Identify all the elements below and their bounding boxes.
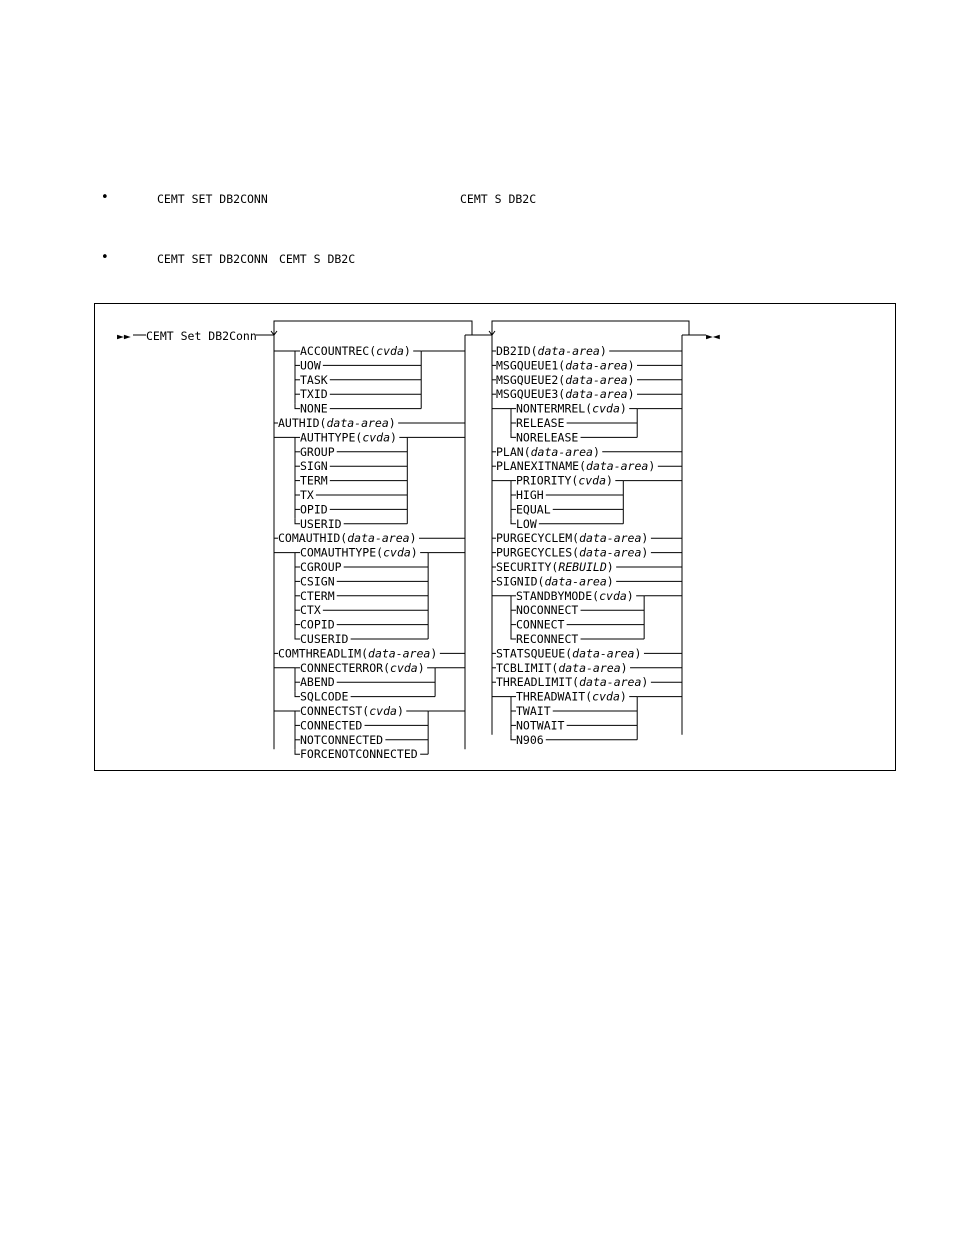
repeat-loop: [274, 321, 472, 335]
right_column-option: [496, 344, 607, 358]
left_column-option: [300, 718, 362, 732]
right_column-option: [516, 704, 551, 718]
parameter: REBUILD: [558, 560, 607, 574]
parameter: data-area: [347, 531, 410, 546]
keyword: OPID: [300, 502, 328, 517]
right_column-option: [496, 675, 648, 689]
keyword: AUTHID(: [278, 416, 327, 430]
keyword: CONNECTST(: [300, 704, 370, 718]
keyword: MSGQUEUE1(: [496, 358, 566, 373]
rail-corner: [274, 706, 295, 711]
keyword: THREADLIMIT(: [496, 675, 580, 690]
keyword: CSIGN: [300, 574, 335, 589]
right_column-option: [496, 445, 600, 459]
left_column-option: [278, 531, 417, 545]
keyword: NONE: [300, 401, 328, 416]
diagram-labels: [278, 344, 655, 761]
bullet-2-abbrev: CEMT S DB2C: [279, 252, 356, 266]
parameter: cvda: [362, 430, 391, 445]
left_column-option: [278, 646, 437, 660]
left_column-option: [300, 358, 321, 372]
bullet-1-abbrev: CEMT S DB2C: [460, 192, 537, 206]
command-keyword: CEMT Set DB2Conn: [146, 329, 257, 343]
right_column-option: [516, 502, 551, 516]
close-paren: ): [592, 444, 600, 459]
keyword: NOTWAIT: [516, 718, 565, 733]
close-paren: ): [620, 660, 628, 675]
right_column-option: [516, 517, 537, 531]
close-paren: ): [390, 430, 397, 445]
left_column-option: [300, 632, 349, 646]
rail-corner: [492, 692, 511, 697]
parameter: data-area: [586, 459, 649, 474]
parameter: data-area: [579, 545, 642, 560]
right_column-option: [516, 618, 565, 632]
close-paren: ): [409, 531, 417, 546]
close-paren: ): [619, 689, 627, 704]
close-paren: ): [396, 704, 404, 718]
right_column-option: [496, 574, 614, 588]
keyword: HIGH: [516, 488, 544, 502]
keyword: NONTERMREL(: [516, 401, 593, 416]
left_column-option: [300, 546, 418, 560]
keyword: PLANEXITNAME(: [496, 459, 587, 474]
left_column-option: [300, 618, 335, 632]
right_column-option: [516, 603, 578, 617]
close-paren: ): [641, 531, 649, 546]
start-marker: ►►: [117, 329, 131, 343]
left_column-option: [300, 517, 342, 531]
keyword: STATSQUEUE(: [496, 646, 573, 661]
keyword: TX: [300, 488, 314, 502]
keyword: COMAUTHID(: [278, 531, 348, 546]
keyword: TWAIT: [516, 704, 551, 718]
parameter: data-area: [579, 531, 642, 546]
keyword: RELEASE: [516, 416, 565, 430]
right_column-option: [516, 488, 544, 502]
keyword: TXID: [300, 387, 328, 402]
end-marker: ►◄: [706, 329, 720, 343]
keyword: MSGQUEUE3(: [496, 387, 566, 402]
keyword: MSGQUEUE2(: [496, 372, 566, 387]
keyword: LOW: [516, 516, 537, 531]
left_column-option: [300, 445, 335, 459]
close-paren: ): [648, 459, 656, 474]
keyword: SQLCODE: [300, 689, 349, 704]
left_column-option: [300, 747, 418, 761]
keyword: TCBLIMIT(: [496, 660, 559, 675]
syntax-diagram: [95, 304, 895, 770]
keyword: SECURITY(: [496, 560, 559, 574]
left_column-option: [300, 488, 314, 502]
keyword: RECONNECT: [516, 632, 579, 646]
parameter: data-area: [579, 675, 642, 690]
parameter: data-area: [530, 444, 593, 459]
keyword: NOCONNECT: [516, 603, 579, 618]
keyword: CTERM: [300, 588, 335, 603]
close-paren: ): [606, 560, 614, 574]
parameter: cvda: [592, 401, 620, 416]
keyword: CTX: [300, 603, 321, 618]
close-paren: ): [606, 473, 613, 488]
left_column-option: [300, 690, 349, 704]
keyword: CUSERID: [300, 632, 349, 646]
close-paren: ): [410, 545, 418, 560]
bullet-1-command: CEMT SET DB2CONN: [157, 192, 268, 206]
keyword: PURGECYCLES(: [496, 545, 580, 560]
parameter: data-area: [558, 660, 621, 675]
left_column-option: [300, 704, 404, 718]
parameter: data-area: [565, 372, 628, 387]
left_column-option: [300, 574, 335, 588]
close-paren: ): [627, 358, 635, 373]
right_column-option: [496, 546, 648, 560]
keyword: CONNECTED: [300, 718, 363, 733]
close-paren: ): [403, 344, 411, 358]
close-paren: ): [627, 387, 635, 402]
bullet-2-symbol: •: [101, 250, 109, 265]
right_column-option: [496, 387, 635, 401]
right_column-option: [516, 718, 565, 732]
right_column-option: [516, 632, 578, 646]
left_column-option: [300, 560, 342, 574]
close-paren: ): [606, 574, 614, 589]
keyword: NORELEASE: [516, 430, 579, 445]
left_column-option: [300, 459, 328, 473]
keyword: CGROUP: [300, 560, 342, 574]
left_column-option: [300, 603, 321, 617]
keyword: COPID: [300, 617, 335, 632]
close-paren: ): [634, 646, 642, 661]
close-paren: ): [626, 588, 634, 603]
right_column-option: [496, 560, 614, 574]
left_column-option: [300, 430, 397, 444]
right_column-option: [496, 459, 655, 473]
left_column-option: [300, 675, 335, 689]
left_column-option: [300, 502, 328, 516]
right_column-option: [496, 358, 635, 372]
parameter: cvda: [578, 473, 607, 488]
right_column-option: [496, 646, 641, 660]
parameter: cvda: [369, 704, 397, 718]
keyword: CONNECT: [516, 617, 565, 632]
keyword: COMTHREADLIM(: [278, 646, 369, 661]
keyword: DB2ID(: [496, 344, 538, 358]
syntax-diagram-frame: [94, 303, 896, 771]
keyword: COMAUTHTYPE(: [300, 545, 384, 560]
keyword: SIGNID(: [496, 574, 545, 589]
bullet-1-symbol: •: [101, 190, 109, 205]
left_column-option: [300, 733, 383, 747]
right_column-option: [516, 733, 544, 747]
right_column-option: [516, 589, 634, 603]
parameter: cvda: [599, 588, 627, 603]
parameter: data-area: [565, 358, 628, 373]
right_column-option: [516, 430, 578, 444]
left_column-option: [300, 474, 328, 488]
left_column-option: [300, 344, 411, 358]
left_column-option: [300, 387, 328, 401]
left_column-option: [278, 416, 396, 430]
keyword: CONNECTERROR(: [300, 660, 391, 675]
parameter: cvda: [390, 660, 418, 675]
bullet-2-command: CEMT SET DB2CONN: [157, 252, 268, 266]
right_column-option: [516, 690, 627, 704]
keyword: PURGECYCLEM(: [496, 531, 580, 546]
keyword: TERM: [300, 473, 328, 488]
left_column-option: [300, 589, 335, 603]
keyword: USERID: [300, 516, 342, 531]
right_column-option: [496, 373, 635, 387]
right_column-option: [516, 416, 565, 430]
keyword: FORCENOTCONNECTED: [300, 747, 418, 762]
keyword: THREADWAIT(: [516, 689, 593, 704]
close-paren: ): [641, 545, 649, 560]
parameter: data-area: [326, 416, 389, 430]
parameter: cvda: [376, 344, 404, 358]
parameter: data-area: [537, 344, 600, 358]
left_column-option: [300, 402, 328, 416]
close-paren: ): [641, 675, 649, 690]
parameter: data-area: [565, 387, 628, 402]
keyword: ABEND: [300, 675, 335, 690]
keyword: N906: [516, 732, 544, 747]
keyword: AUTHTYPE(: [300, 430, 363, 445]
right_column-option: [516, 474, 613, 488]
close-paren: ): [627, 372, 635, 387]
right_column-option: [516, 402, 627, 416]
close-paren: ): [430, 646, 438, 661]
keyword: UOW: [300, 358, 321, 373]
keyword: EQUAL: [516, 502, 551, 517]
parameter: data-area: [368, 646, 431, 661]
parameter: data-area: [572, 646, 635, 661]
keyword: GROUP: [300, 444, 335, 459]
parameter: data-area: [544, 574, 607, 589]
right_column-option: [496, 531, 648, 545]
keyword: TASK: [300, 372, 328, 387]
keyword: NOTCONNECTED: [300, 732, 384, 747]
close-paren: ): [388, 416, 396, 430]
keyword: STANDBYMODE(: [516, 588, 600, 603]
keyword: ACCOUNTREC(: [300, 344, 377, 358]
parameter: cvda: [592, 689, 620, 704]
right_column-option: [496, 661, 628, 675]
close-paren: ): [619, 401, 627, 416]
left_column-option: [300, 373, 328, 387]
repeat-loop: [492, 321, 689, 335]
close-paren: ): [417, 660, 425, 675]
keyword: PRIORITY(: [516, 473, 579, 488]
parameter: cvda: [383, 545, 411, 560]
keyword: SIGN: [300, 459, 328, 474]
left_column-option: [300, 661, 425, 675]
keyword: PLAN(: [496, 444, 531, 459]
close-paren: ): [599, 344, 607, 358]
